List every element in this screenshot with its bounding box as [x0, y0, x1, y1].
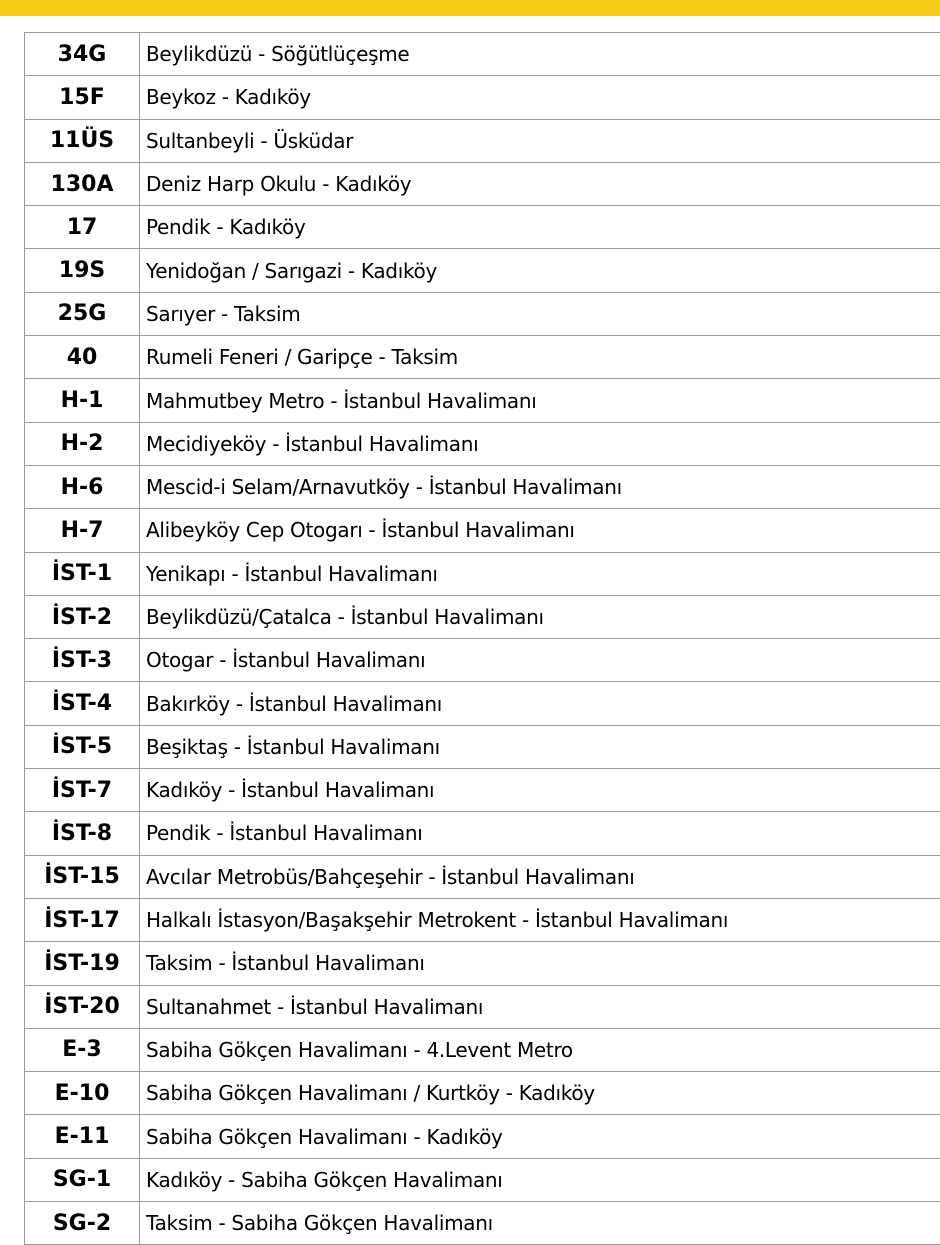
- route-row: [25, 725, 940, 768]
- route-code: İST-17: [25, 898, 140, 941]
- route-code: İST-4: [25, 682, 140, 725]
- route-row: [25, 682, 940, 725]
- route-name: Deniz Harp Okulu - Kadıköy: [140, 162, 940, 205]
- route-code: İST-5: [25, 725, 140, 768]
- route-row: [25, 119, 940, 162]
- route-code: E-10: [25, 1072, 140, 1115]
- route-name: Beykoz - Kadıköy: [140, 76, 940, 119]
- route-row: [25, 595, 940, 638]
- route-code: E-3: [25, 1028, 140, 1071]
- route-row: [25, 898, 940, 941]
- route-row: [25, 1115, 940, 1158]
- route-row: [25, 552, 940, 595]
- route-name: Beylikdüzü/Çatalca - İstanbul Havalimanı: [140, 595, 940, 638]
- route-code: E-11: [25, 1115, 140, 1158]
- route-table: [24, 32, 940, 1245]
- route-code: İST-3: [25, 639, 140, 682]
- route-code: 130A: [25, 162, 140, 205]
- route-code: İST-8: [25, 812, 140, 855]
- route-table-body: [25, 33, 940, 1245]
- route-row: [25, 639, 940, 682]
- route-name: Kadıköy - İstanbul Havalimanı: [140, 769, 940, 812]
- route-code: SG-2: [25, 1202, 140, 1245]
- route-row: [25, 1202, 940, 1245]
- route-name: Otogar - İstanbul Havalimanı: [140, 639, 940, 682]
- route-row: [25, 985, 940, 1028]
- route-row: [25, 1072, 940, 1115]
- route-row: [25, 942, 940, 985]
- route-row: [25, 422, 940, 465]
- route-code: İST-19: [25, 942, 140, 985]
- route-row: [25, 812, 940, 855]
- route-code: 25G: [25, 292, 140, 335]
- route-row: [25, 292, 940, 335]
- route-code: SG-1: [25, 1158, 140, 1201]
- route-name: Beşiktaş - İstanbul Havalimanı: [140, 725, 940, 768]
- route-name: Yenidoğan / Sarıgazi - Kadıköy: [140, 249, 940, 292]
- route-row: [25, 769, 940, 812]
- route-name: Alibeyköy Cep Otogarı - İstanbul Havalimanı: [140, 509, 940, 552]
- route-name: Sabiha Gökçen Havalimanı / Kurtköy - Kadıköy: [140, 1072, 940, 1115]
- route-name: Sultanbeyli - Üsküdar: [140, 119, 940, 162]
- route-code: İST-20: [25, 985, 140, 1028]
- route-name: Bakırköy - İstanbul Havalimanı: [140, 682, 940, 725]
- route-code: İST-15: [25, 855, 140, 898]
- route-name: Taksim - Sabiha Gökçen Havalimanı: [140, 1202, 940, 1245]
- route-name: Sabiha Gökçen Havalimanı - Kadıköy: [140, 1115, 940, 1158]
- route-name: Halkalı İstasyon/Başakşehir Metrokent - İstanbul Havalimanı: [140, 898, 940, 941]
- route-code: 11ÜS: [25, 119, 140, 162]
- route-code: H-2: [25, 422, 140, 465]
- route-name: Pendik - İstanbul Havalimanı: [140, 812, 940, 855]
- route-name: Pendik - Kadıköy: [140, 206, 940, 249]
- route-row: [25, 76, 940, 119]
- route-code: 40: [25, 336, 140, 379]
- route-row: [25, 1028, 940, 1071]
- route-name: Rumeli Feneri / Garipçe - Taksim: [140, 336, 940, 379]
- route-name: Mecidiyeköy - İstanbul Havalimanı: [140, 422, 940, 465]
- route-code: İST-7: [25, 769, 140, 812]
- route-row: [25, 206, 940, 249]
- route-code: 34G: [25, 33, 140, 76]
- route-row: [25, 249, 940, 292]
- route-row: [25, 509, 940, 552]
- route-name: Sultanahmet - İstanbul Havalimanı: [140, 985, 940, 1028]
- route-name: Beylikdüzü - Söğütlüçeşme: [140, 33, 940, 76]
- route-code: H-6: [25, 465, 140, 508]
- route-row: [25, 1158, 940, 1201]
- route-name: Yenikapı - İstanbul Havalimanı: [140, 552, 940, 595]
- route-row: [25, 379, 940, 422]
- route-name: Taksim - İstanbul Havalimanı: [140, 942, 940, 985]
- route-code: H-7: [25, 509, 140, 552]
- route-row: [25, 33, 940, 76]
- route-code: 17: [25, 206, 140, 249]
- route-row: [25, 336, 940, 379]
- top-accent-bar: [0, 0, 940, 16]
- route-row: [25, 855, 940, 898]
- route-name: Mahmutbey Metro - İstanbul Havalimanı: [140, 379, 940, 422]
- route-code: İST-2: [25, 595, 140, 638]
- route-name: Mescid-i Selam/Arnavutköy - İstanbul Havalimanı: [140, 465, 940, 508]
- route-name: Kadıköy - Sabiha Gökçen Havalimanı: [140, 1158, 940, 1201]
- route-code: 15F: [25, 76, 140, 119]
- route-name: Sabiha Gökçen Havalimanı - 4.Levent Metro: [140, 1028, 940, 1071]
- route-row: [25, 465, 940, 508]
- route-code: 19S: [25, 249, 140, 292]
- route-code: İST-1: [25, 552, 140, 595]
- route-row: [25, 162, 940, 205]
- route-name: Sarıyer - Taksim: [140, 292, 940, 335]
- route-code: H-1: [25, 379, 140, 422]
- route-name: Avcılar Metrobüs/Bahçeşehir - İstanbul Havalimanı: [140, 855, 940, 898]
